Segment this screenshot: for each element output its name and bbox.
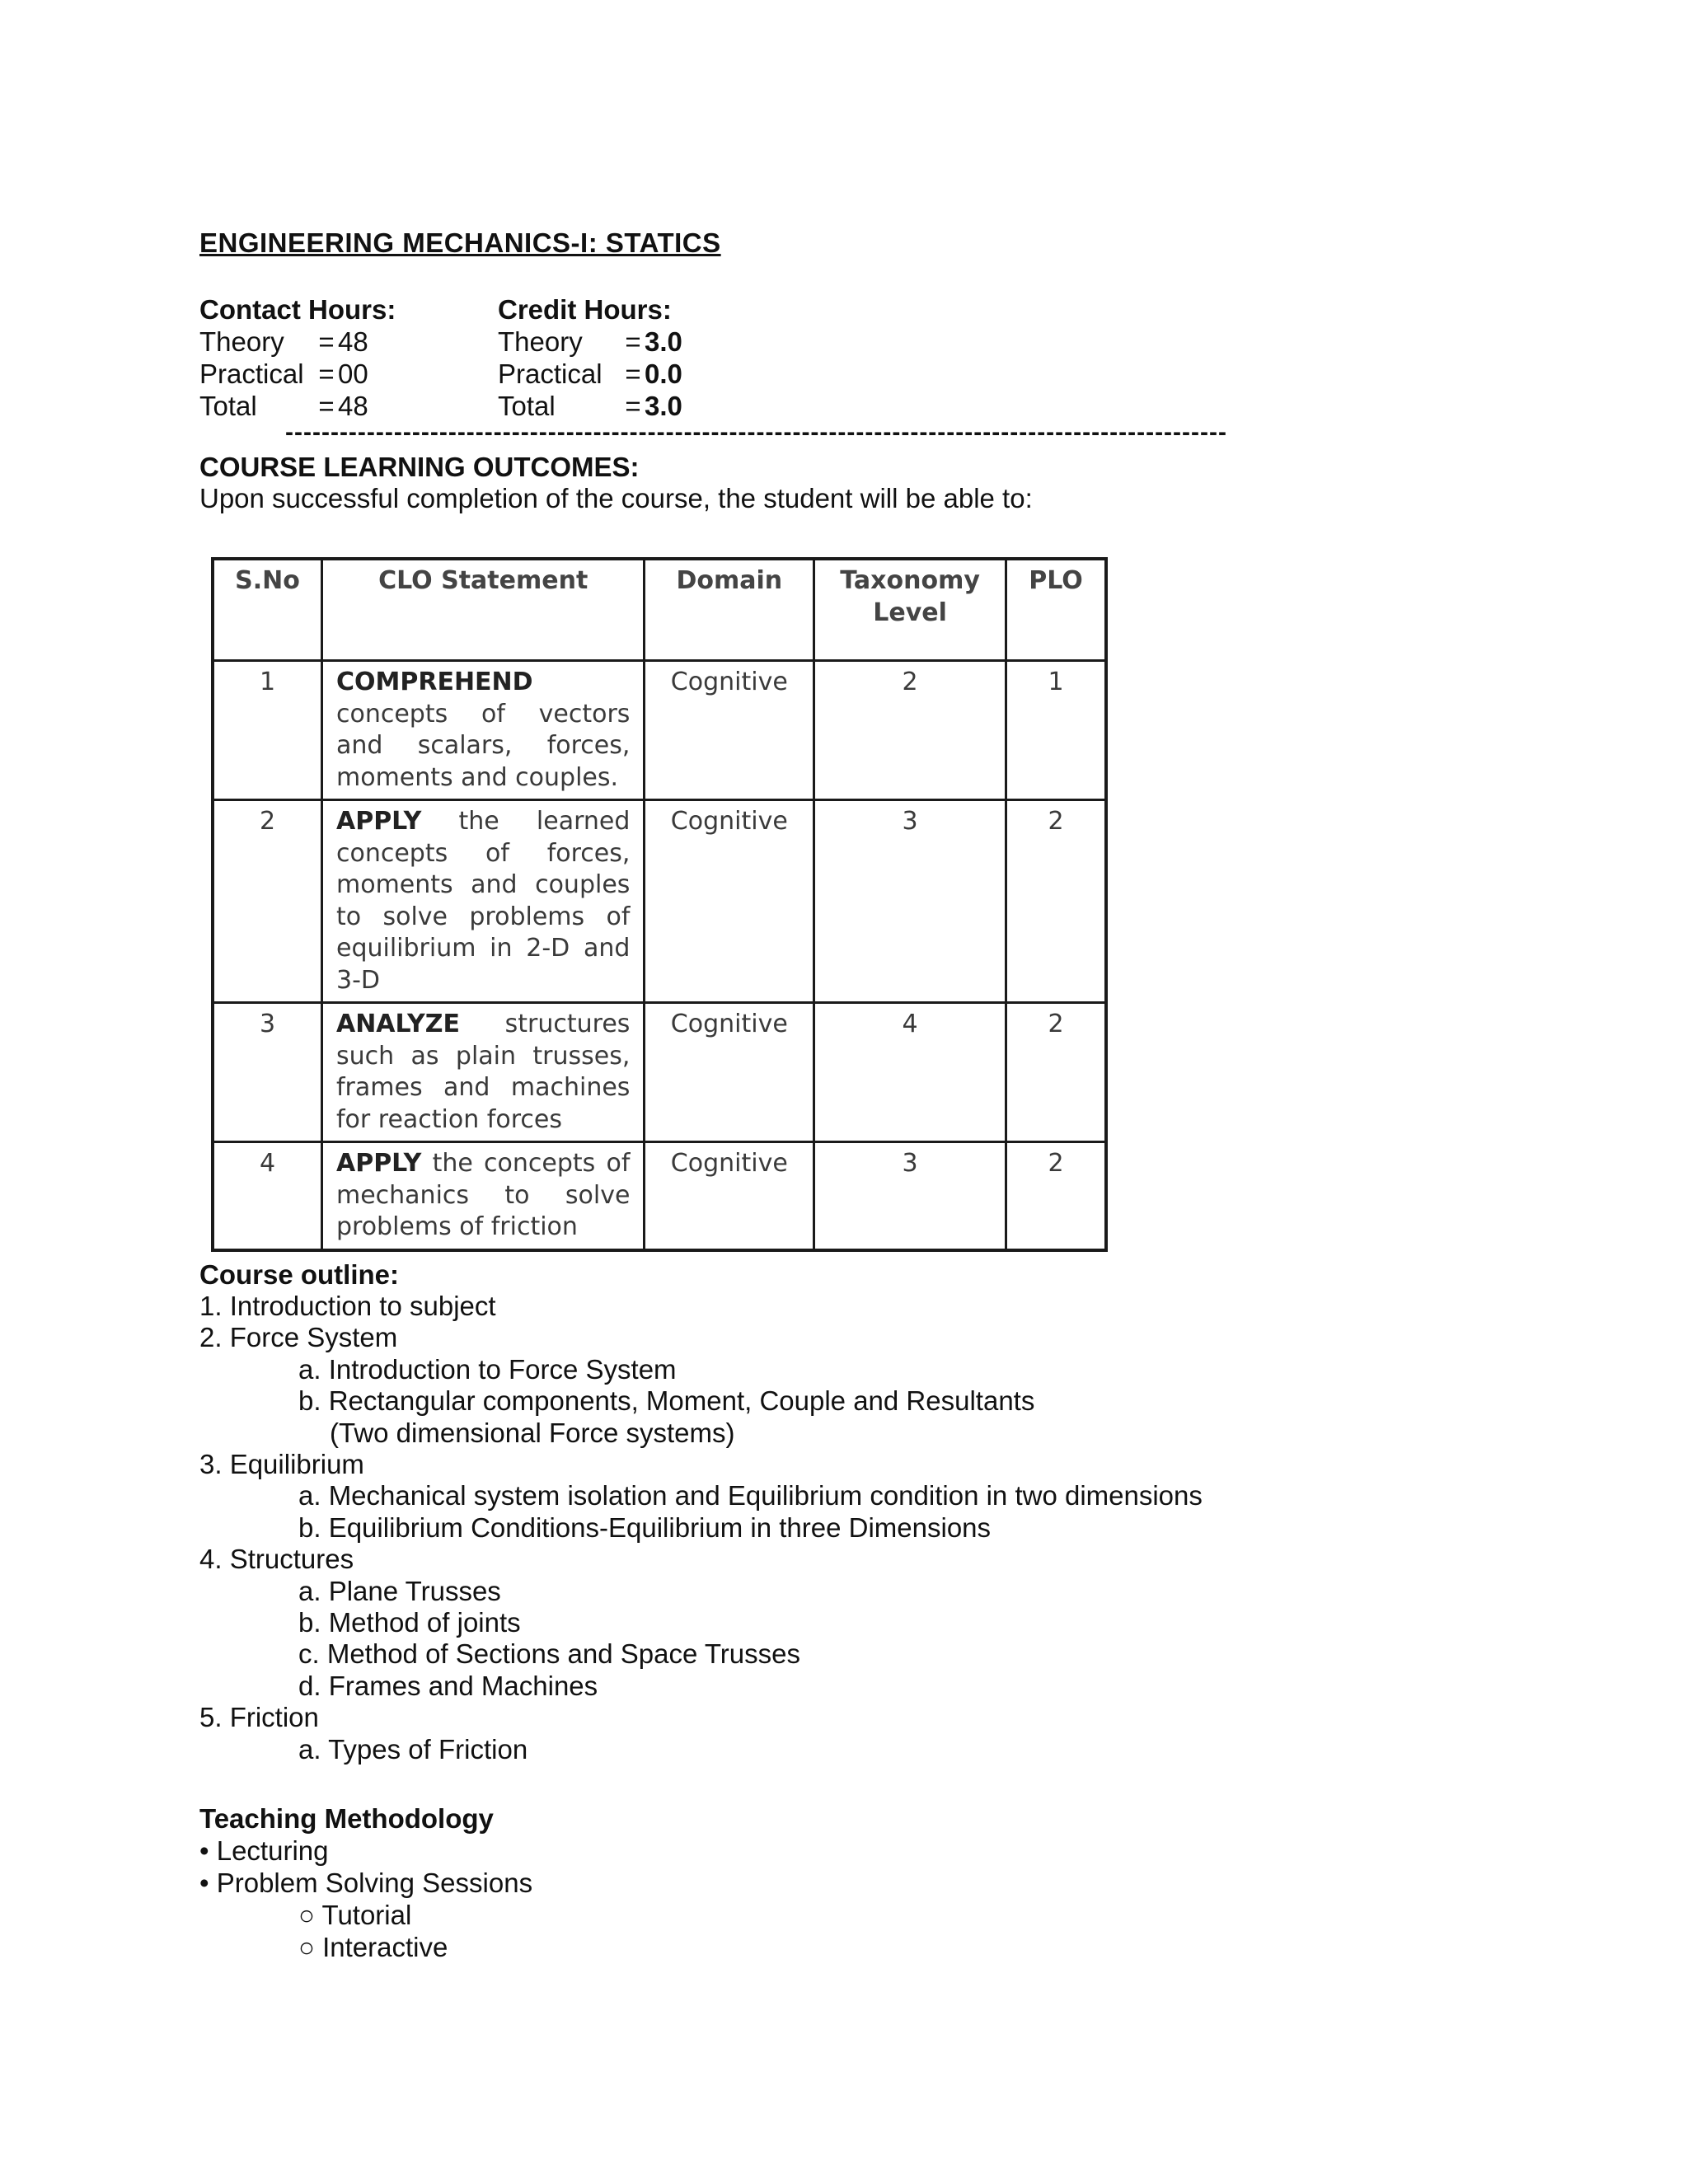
clo-heading: COURSE LEARNING OUTCOMES: (199, 452, 640, 482)
credit-theory-value: 3.0 (645, 326, 682, 357)
outline-subitem: a. Plane Trusses (298, 1575, 501, 1606)
header-plo: PLO (1006, 559, 1106, 661)
outline-subitem: a. Introduction to Force System (298, 1353, 677, 1385)
contact-hours-row: Total = 48 (199, 391, 368, 421)
contact-practical-label: Practical (199, 359, 304, 389)
contact-total-value: 48 (338, 391, 368, 421)
cell-domain: Cognitive (645, 661, 814, 800)
cell-domain: Cognitive (645, 1003, 814, 1142)
clo-verb: COMPREHEND (335, 668, 533, 696)
cell-clo-statement (321, 800, 644, 1003)
teaching-item: • Problem Solving Sessions (199, 1868, 533, 1898)
cell-sno: 1 (213, 661, 321, 800)
cell-clo-statement (321, 1142, 644, 1250)
clo-intro: Upon successful completion of the course, the student will be able to: (199, 483, 1033, 513)
teaching-methodology-heading: Teaching Methodology (199, 1803, 494, 1834)
contact-hours-row: Practical = 00 (199, 359, 368, 389)
contact-hours-row: Theory = 48 (199, 326, 368, 357)
credit-practical-value: 0.0 (645, 359, 682, 389)
cell-sno: 3 (213, 1003, 321, 1142)
teaching-methodology-list (199, 1835, 532, 1963)
outline-subitem: d. Frames and Machines (298, 1670, 598, 1701)
teaching-subitem: ○ Interactive (298, 1932, 448, 1962)
contact-hours-heading: Contact Hours: (199, 294, 396, 325)
credit-hours (498, 293, 682, 422)
contact-theory-label: Theory (199, 326, 284, 357)
outline-item: 3. Equilibrium (199, 1449, 364, 1480)
cell-clo-statement (321, 661, 644, 800)
outline-subitem: a. Types of Friction (298, 1733, 528, 1765)
outline-subitem: c. Method of Sections and Space Trusses (298, 1638, 801, 1670)
cell-plo: 1 (1006, 661, 1106, 800)
clo-verb: APPLY (335, 1149, 422, 1178)
cell-taxonomy: 3 (814, 800, 1006, 1003)
teaching-item: • Lecturing (199, 1835, 329, 1866)
header-sno: S.No (213, 559, 321, 661)
cell-plo: 2 (1006, 800, 1106, 1003)
outline-subitem: a. Mechanical system isolation and Equilibrium condition in two dimensions (298, 1480, 1203, 1511)
clo-text: the concepts of mechanics to solve problems of friction (335, 1149, 631, 1241)
clo-verb: ANALYZE (335, 1010, 460, 1038)
cell-clo-statement (321, 1003, 644, 1142)
outline-item: 4. Structures (199, 1544, 354, 1575)
table-row (213, 1003, 1106, 1142)
clo-table (211, 557, 1108, 1252)
outline-item: 5. Friction (199, 1702, 319, 1733)
contact-theory-value: 48 (338, 326, 368, 357)
cell-sno: 4 (213, 1142, 321, 1250)
clo-text: structures such as plain trusses, frames and machines for reaction forces (335, 1010, 631, 1134)
header-domain: Domain (645, 559, 814, 661)
credit-practical-label: Practical (498, 359, 603, 389)
cell-taxonomy: 2 (814, 661, 1006, 800)
clo-text: the learned concepts of forces, moments and couples to solve problems of equilibrium in 2-D and 3-D (335, 807, 631, 995)
outline-subitem: b. Equilibrium Conditions-Equilibrium in three Dimensions (298, 1511, 992, 1543)
credit-hours-row: Practical = 0.0 (498, 359, 682, 389)
course-outline-heading: Course outline: (199, 1259, 400, 1290)
contact-hours (199, 293, 396, 422)
cell-taxonomy: 4 (814, 1003, 1006, 1142)
credit-total-value: 3.0 (645, 391, 682, 421)
course-outline-list (199, 1291, 1203, 1765)
outline-item: 2. Force System (199, 1322, 398, 1353)
credit-theory-label: Theory (498, 326, 583, 357)
cell-domain: Cognitive (645, 1142, 814, 1250)
cell-taxonomy: 3 (814, 1142, 1006, 1250)
outline-subitem: b. Method of joints (298, 1607, 521, 1638)
cell-plo: 2 (1006, 1142, 1106, 1250)
outline-subitem-continuation: (Two dimensional Force systems) (330, 1417, 735, 1448)
header-clo-statement: CLO Statement (321, 559, 644, 661)
clo-text: concepts of vectors and scalars, forces, moments and couples. (335, 699, 631, 792)
table-row (213, 661, 1106, 800)
table-row (213, 1142, 1106, 1250)
clo-verb: APPLY (335, 807, 422, 836)
credit-hours-row: Theory = 3.0 (498, 326, 682, 357)
separator-line: -------------------------------------------------------------------------------------------------------- (285, 419, 1227, 446)
course-title: ENGINEERING MECHANICS-I: STATICS (199, 227, 721, 258)
credit-total-label: Total (498, 391, 556, 421)
cell-domain: Cognitive (645, 800, 814, 1003)
header-taxonomy-level: Taxonomy Level (814, 559, 1006, 661)
cell-plo: 2 (1006, 1003, 1106, 1142)
table-row (213, 800, 1106, 1003)
cell-sno: 2 (213, 800, 321, 1003)
contact-total-label: Total (199, 391, 257, 421)
outline-item: 1. Introduction to subject (199, 1291, 496, 1321)
teaching-subitem: ○ Tutorial (298, 1900, 412, 1930)
outline-subitem: b. Rectangular components, Moment, Couple and Resultants (298, 1385, 1035, 1417)
clo-table-header (213, 559, 1106, 661)
credit-hours-heading: Credit Hours: (498, 294, 672, 325)
contact-practical-value: 00 (338, 359, 368, 389)
credit-hours-row: Total = 3.0 (498, 391, 682, 421)
